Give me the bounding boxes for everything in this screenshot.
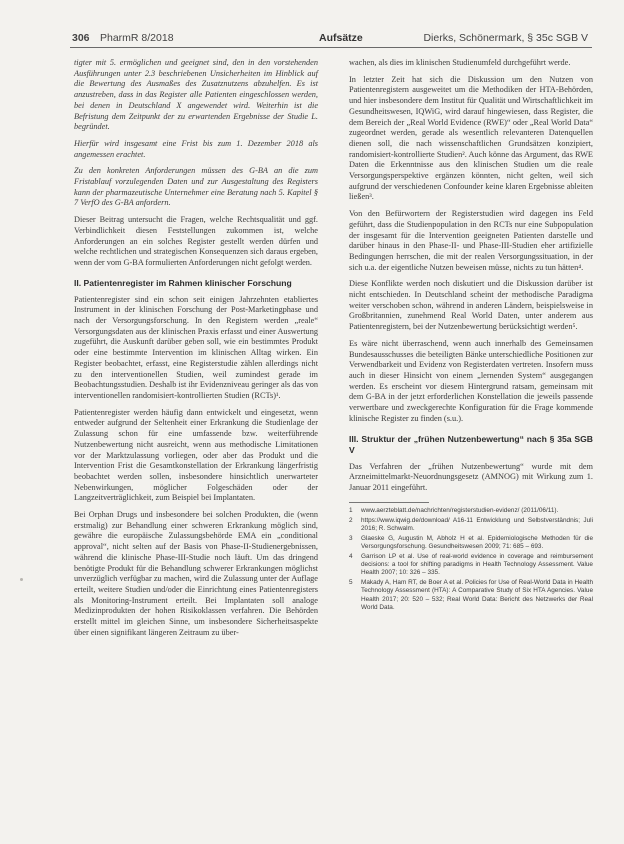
body-paragraph: Das Verfahren der „frühen Nutzenbewertung“ wurde mit dem Arzneimittelmarkt-Neuordnungsgesetz (AMNOG) mit Wirkung zum 1. Januar 2011 eingeführt. — [349, 461, 593, 492]
body-paragraph: Dieser Beitrag untersucht die Fragen, welche Rechtsqualität und ggf. Verbindlichkeit diesen Feststellungen zukommen ist, welche Anforderungen an ein solches Register gestellt werden dürfen und welche rechtlichen und strategischen Konsequenzen sich daraus ergeben, wenn der vom G-BA formulierten Anforderungen nicht gefolgt werden. — [74, 215, 318, 267]
footnote-number: 3 — [349, 534, 353, 542]
footnote-number: 2 — [349, 516, 353, 524]
section-heading: III. Struktur der „frühen Nutzenbewertung“ nach § 35a SGB V — [349, 433, 593, 455]
footnote-text: Garrison LP et al. Use of real-world evidence in coverage and reimbursement decisions: a tool for shifting paradigms in Health Technology Assessment. Value Health 2007; 10: 326 – 335. — [361, 553, 593, 577]
footnote-rule — [349, 502, 429, 503]
section-heading: II. Patientenregister im Rahmen klinischer Forschung — [74, 277, 292, 288]
quoted-paragraph: Hierfür wird insgesamt eine Frist bis zum 1. Dezember 2018 als angemessen erachtet. — [74, 138, 318, 159]
body-paragraph: Bei Orphan Drugs und insbesondere bei solchen Produkten, die (wenn erstmalig) zur Behandlung einer schweren Erkrankung möglich sind, gewähre die europäische Zulassungsbehörde EMA ein „conditional approval“, nicht selten auf der Basis von Phase-II-Studienergebnissen, während die klinische Phase-III-Studie noch läuft. Um das dringend benötigte Produkt für die Behandlung schwerer Erkrankungen möglichst unverzüglich verfügbar zu machen, wird die Zulassung unter der Auflage erteilt, weitere Studien und/oder die Einrichtung eines Patientenregisters als Monitoring-Instrument erteilt. Bei Implantaten soll analoge Medizinprodukten der hohen Risikoklassen verfahren. Die Behörden erstellt mittel im gleichen Sinne, um insbesondere Sicherheitsaspekte über einen signifikant längeren Zeitraum zu über- — [74, 510, 318, 637]
quoted-paragraph: Zu den konkreten Anforderungen müssen des G-BA an die zum Fristablauf vorzulegenden Daten und zur Ausgestaltung des Registers kann der pharmazeutische Unternehmer eine Beratung nach 5. Kapitel § 7 VerfO des G-BA anfordern. — [74, 166, 318, 208]
body-paragraph: Diese Konflikte werden noch diskutiert und die Diskussion darüber ist nicht entschieden. In Deutschland scheint der methodische Paradigma weiter verschoben schon, während in anderen Ländern, beispielsweise in Großbritannien, zunehmend Real World Daten, unter anderem aus Patientenregistern, bei der Nutzenbewertung berücksichtigt werden⁵. — [349, 279, 593, 332]
quoted-paragraph: tigter mit 5. ermöglichen und geeignet sind, den in den vorstehenden Ausführungen unter 2.3 beschriebenen Unsicherheiten im Hinblick auf die Bewertung des Ausmaßes des Zusatznutzens abzuhelfen. Es ist anzustreben, dass in das Register alle Patienten eingeschlossen werden, bei denen in Deutschland X angewendet wird. Weiterhin ist die Befristung dem Zeitpunkt der zu erwartenden Ergebnisse der Studie L. begründet. — [74, 58, 318, 132]
page-number: 306 — [72, 32, 90, 44]
footnote — [349, 579, 593, 611]
left-column — [74, 58, 318, 644]
footnote — [349, 553, 593, 577]
footnote-number: 4 — [349, 553, 353, 561]
footnote-number: 1 — [349, 506, 353, 514]
footnote — [349, 507, 593, 515]
body-paragraph: In letzter Zeit hat sich die Diskussion um den Nutzen von Patientenregistern ausgeweitet um die Methodiken der HTA-Behörden, und hier insbesondere dem Institut für Qualität und Wirtschaftlichkeit im Gesundheitswesen, IQWiG, wird darauf hingewiesen, dass Register, die dem Bereich der „Real World Evidence (RWE)“ oder „Real World Data“ zugeordnet werden, gerade als wesentlich relevanteren Datenquellen dienen soll, die nach wissenschaftlichen Grundsätzen konzipiert, randomisiert-kontrollierte Studien². Auch könne das Argument, das RWE Daten die Erkenntnisse aus den klinischen Studien um die reale Versorgungsperspektive ergänzen könnten, nicht gelten, weil sich aufgrund der verschiedenen Confounder keine klaren Ergebnisse ableiten ließen³. — [349, 74, 593, 202]
footnote-text: Glaeske G, Augustin M, Abholz H et al. Epidemiologische Methoden für die Versorgungsforschung. Gesundheitswesen 2009; 71: 685 – 693. — [361, 534, 593, 550]
footnote — [349, 535, 593, 551]
section-title: Aufsätze — [319, 32, 363, 44]
footnote-text: https://www.iqwig.de/download/ A16-11 Entwicklung und Selbstverständnis; Juli 2016; R. Schwalm. — [361, 516, 593, 532]
body-paragraph: Von den Befürwortern der Registerstudien wird dagegen ins Feld geführt, dass die Studienpopulation in den RCTs nur eine Subpopulation der insgesamt für die Intervention geeigneten Patienten darstelle und darüber hinaus in den Phase-II- und Phase-III-Studien eher artifizielle Bedingungen herrschen, die mit der realen Versorgungssituation, in der sich u.a. der eigentliche Nutzen beweisen müsse, nichts zu tun hätten⁴. — [349, 209, 593, 272]
body-paragraph: wachen, als dies im klinischen Studienumfeld durchgeführt werde. — [349, 58, 571, 67]
body-paragraph: Patientenregister werden häufig dann entwickelt und eingesetzt, wenn entweder aufgrund der Seltenheit einer Erkrankung die Studienlage der Zulassung schon für eine umfassende bzw. weiterführende Nutzenbewertung nicht ausreicht, wenn aus methodische Limitationen vor der Marktzulassung vorliegen, oder aber das Produkt und die Intervention Frist die Gesamtkonstellation der Erkrankung längerfristig beobachtet werden sollen, insbesondere hinsichtlich unerwarteter Nebenwirkungen, möglicher Folgeschäden oder der Langzeitverträglichkeit, zum Beispiel bei Implantaten. — [74, 407, 318, 503]
footnote-text: www.aerzteblatt.de/nachrichten/registerstudien-evidenz/ (2011/06/11). — [361, 506, 559, 514]
footnote-number: 5 — [349, 579, 353, 587]
footnote-text: Makady A, Ham RT, de Boer A et al. Policies for Use of Real-World Data in Health Technology Assessment (HTA): A Comparative Study of Six HTA Agencies. Value Health 2017; 20: 520 – 532; Real World Data: Bericht des Netzwerks der Real World Data. — [361, 579, 593, 611]
right-column — [349, 58, 593, 614]
body-paragraph: Patientenregister sind ein schon seit einigen Jahrzehnten etabliertes Instrument in der klinischen Forschung der Post-Marketingphase und nach der Versorgungsforschung. In den Registern werden „reale“ Versorgungsdaten aus der klinischen Praxis erfasst und einer Auswertung zugeführt, die Auskunft darüber geben soll, wie ein bestimmtes Produkt oder eine bestimmte Intervention im klinischen Alltag wirken. Ein Register beobachtet, erfasst, eine Registerstudie zählen allerdings nicht zu den interventionellen Studien, weil zumindest gerade im Beobachtungsstudien. Deshalb ist ihr Evidenzniveau geringer als das von interventionellen randomisiert-kontrollierten Studien (RCTs)¹. — [74, 294, 318, 400]
footnote — [349, 517, 593, 533]
body-paragraph: Es wäre nicht überraschend, wenn auch innerhalb des Gemeinsamen Bundesausschusses die beteiligten Bänke unterschiedliche Positionen zur Verwendbarkeit und Evidenz von Registerdaten vertreten. Insofern muss auch in dieser Hinsicht von einem „lernenden System“ ausgegangen werden. Es erscheint vor diesem Hintergrund ratsam, gemeinsam mit dem G-BA in der jetzt erforderlichen Konstellation die jeweils passende verwertbare und zweckgerechte Konfiguration für die Frage kommende klinische Register zu finden (s.u.). — [349, 338, 593, 423]
running-title: Dierks, Schönermark, § 35c SGB V — [423, 32, 588, 44]
header-rule — [70, 47, 592, 48]
binder-hole-mark — [20, 578, 23, 581]
journal-issue: PharmR 8/2018 — [100, 32, 174, 44]
